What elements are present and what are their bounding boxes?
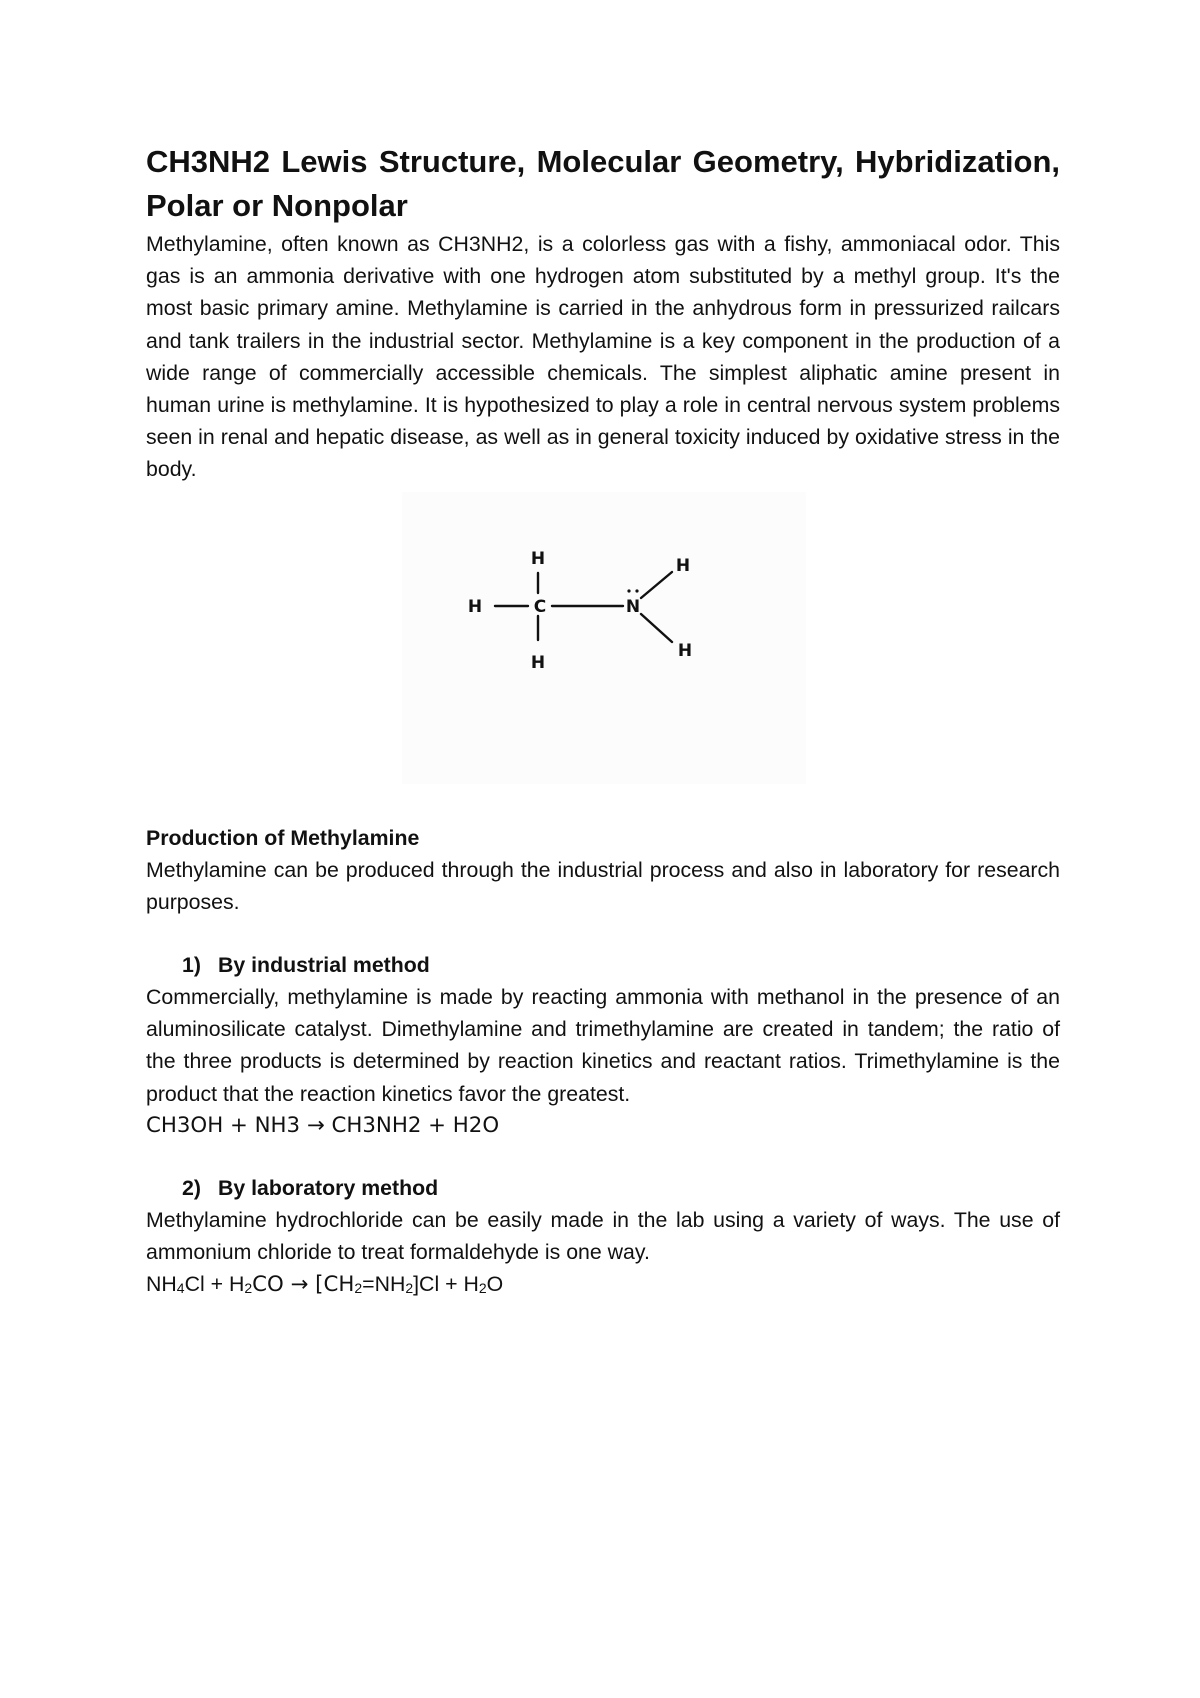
eq-part-6: O — [486, 1272, 504, 1297]
laboratory-method-paragraph: Methylamine hydrochloride can be easily made in the lab using a variety of ways. The use of ammonium chloride to treat formaldehyde is one way. — [146, 1207, 1060, 1265]
eq-sub-2: 2 — [244, 1280, 253, 1297]
atom-h-upper-right: H — [675, 555, 691, 576]
lewis-structure-figure — [402, 492, 806, 784]
document-page — [146, 140, 1060, 1304]
eq-part-4: =NH — [362, 1272, 406, 1297]
industrial-equation: CH3OH + NH3 → CH3NH2 + H2O — [146, 1112, 500, 1138]
eq-part-5: ]Cl + H — [413, 1272, 479, 1297]
laboratory-method-number: 2) — [182, 1175, 201, 1200]
atom-h-bottom: H — [530, 652, 546, 673]
laboratory-method-heading — [146, 1172, 1060, 1204]
page-title: CH3NH2 Lewis Structure, Molecular Geometry, Hybridization, Polar or Nonpolar — [146, 144, 1060, 223]
atom-h-lower-right: H — [677, 640, 693, 661]
eq-part-2: Cl + H — [184, 1272, 245, 1297]
atom-h-left: H — [467, 596, 483, 617]
eq-sub-5: 2 — [478, 1280, 487, 1297]
industrial-method-number: 1) — [182, 953, 201, 978]
production-heading: Production of Methylamine — [146, 825, 420, 850]
lewis-structure-diagram — [402, 492, 806, 784]
atom-c: C — [533, 596, 547, 617]
laboratory-equation — [146, 1268, 1060, 1304]
eq-part-3: CO → [CH — [252, 1272, 355, 1298]
laboratory-method-title: By laboratory method — [218, 1175, 439, 1200]
atom-h-top: H — [530, 548, 546, 569]
bond-n-h-upper — [641, 572, 672, 598]
industrial-method-title: By industrial method — [218, 953, 430, 978]
production-paragraph: Methylamine can be produced through the industrial process and also in laboratory for research purposes. — [146, 857, 1060, 914]
industrial-method-paragraph: Commercially, methylamine is made by reacting ammonia with methanol in the presence of an aluminosilicate catalyst. Dimethylamine and trimethylamine are created in tandem; the ratio of the three products is determined by reaction kinetics and reactant ratios. Trimethylamine is the product that the reaction kinetics favor the greatest. — [146, 985, 1060, 1106]
eq-sub-4: 2 — [405, 1280, 414, 1297]
intro-paragraph: Methylamine, often known as CH3NH2, is a colorless gas with a fishy, ammoniacal odor. This gas is an ammonia derivative with one hydrogen atom substituted by a methyl group. It's the most basic primary amine. Methylamine is carried in the anhydrous form in pressurized railcars and tank trailers in the industrial sector. Methylamine is a key component in the production of a wide range of commercially accessible chemicals. The simplest aliphatic amine present in human urine is methylamine. It is hypothesized to play a role in central nervous system problems seen in renal and hepatic disease, as well as in general toxicity induced by oxidative stress in the body. — [146, 232, 1060, 482]
nitrogen-lone-pair — [627, 589, 638, 592]
atom-n: N — [625, 596, 641, 617]
eq-part-1: NH — [146, 1272, 177, 1297]
eq-sub-3: 2 — [354, 1280, 363, 1297]
eq-sub-1: 4 — [176, 1280, 185, 1297]
industrial-method-heading — [146, 949, 1060, 981]
bond-n-h-lower — [641, 614, 672, 642]
